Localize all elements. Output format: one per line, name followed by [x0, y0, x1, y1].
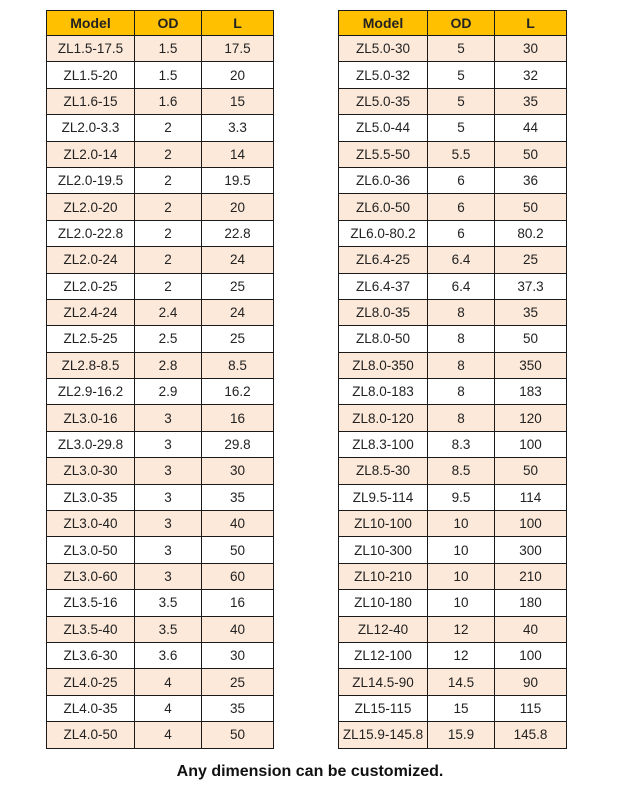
cell-od: 6	[428, 167, 495, 193]
cell-model: ZL3.0-60	[47, 563, 135, 589]
cell-od: 9.5	[428, 484, 495, 510]
cell-model: ZL8.0-350	[339, 352, 428, 378]
cell-l: 50	[495, 458, 567, 484]
cell-l: 19.5	[202, 167, 274, 193]
table-row	[47, 299, 274, 325]
table-row	[47, 405, 274, 431]
cell-model: ZL3.0-30	[47, 458, 135, 484]
cell-l: 3.3	[202, 115, 274, 141]
cell-od: 2	[135, 220, 202, 246]
cell-model: ZL10-100	[339, 511, 428, 537]
cell-od: 3	[135, 484, 202, 510]
cell-od: 10	[428, 537, 495, 563]
cell-model: ZL1.5-17.5	[47, 36, 135, 62]
cell-l: 44	[495, 115, 567, 141]
table-row	[339, 247, 567, 273]
table-row	[47, 431, 274, 457]
cell-od: 12	[428, 642, 495, 668]
cell-od: 2	[135, 115, 202, 141]
cell-model: ZL6.0-80.2	[339, 220, 428, 246]
cell-model: ZL3.5-16	[47, 590, 135, 616]
cell-l: 24	[202, 299, 274, 325]
cell-model: ZL4.0-35	[47, 695, 135, 721]
cell-model: ZL2.8-8.5	[47, 352, 135, 378]
table-row	[47, 379, 274, 405]
cell-od: 3	[135, 537, 202, 563]
cell-l: 50	[495, 194, 567, 220]
cell-od: 3	[135, 511, 202, 537]
table-row	[339, 62, 567, 88]
table-row	[339, 405, 567, 431]
cell-model: ZL1.6-15	[47, 88, 135, 114]
cell-l: 183	[495, 379, 567, 405]
cell-model: ZL6.4-25	[339, 247, 428, 273]
cell-od: 2.5	[135, 326, 202, 352]
cell-l: 40	[202, 616, 274, 642]
column-header-model: Model	[339, 11, 428, 36]
cell-model: ZL10-180	[339, 590, 428, 616]
cell-od: 12	[428, 616, 495, 642]
cell-l: 15	[202, 88, 274, 114]
cell-l: 90	[495, 669, 567, 695]
cell-l: 14	[202, 141, 274, 167]
customization-note: Any dimension can be customized.	[176, 763, 444, 780]
cell-od: 10	[428, 511, 495, 537]
table-row	[339, 590, 567, 616]
table-row	[47, 695, 274, 721]
cell-model: ZL3.5-40	[47, 616, 135, 642]
table-row	[47, 616, 274, 642]
cell-l: 50	[495, 326, 567, 352]
cell-od: 8	[428, 352, 495, 378]
cell-model: ZL10-300	[339, 537, 428, 563]
table-row	[339, 537, 567, 563]
cell-od: 5	[428, 115, 495, 141]
cell-od: 8	[428, 299, 495, 325]
cell-model: ZL2.0-3.3	[47, 115, 135, 141]
cell-od: 8	[428, 326, 495, 352]
table-row	[47, 36, 274, 62]
cell-od: 2.8	[135, 352, 202, 378]
cell-model: ZL5.0-32	[339, 62, 428, 88]
table-row	[339, 36, 567, 62]
cell-model: ZL3.0-50	[47, 537, 135, 563]
table-row	[339, 141, 567, 167]
cell-l: 24	[202, 247, 274, 273]
table-row	[47, 62, 274, 88]
cell-model: ZL12-100	[339, 642, 428, 668]
column-header-od: OD	[428, 11, 495, 36]
cell-model: ZL5.0-30	[339, 36, 428, 62]
cell-od: 2	[135, 194, 202, 220]
table-row	[47, 194, 274, 220]
table-row	[339, 669, 567, 695]
cell-od: 10	[428, 590, 495, 616]
cell-l: 29.8	[202, 431, 274, 457]
cell-model: ZL3.0-16	[47, 405, 135, 431]
cell-model: ZL5.5-50	[339, 141, 428, 167]
cell-model: ZL8.0-120	[339, 405, 428, 431]
cell-od: 3	[135, 405, 202, 431]
table-row	[339, 273, 567, 299]
cell-od: 2	[135, 167, 202, 193]
cell-l: 300	[495, 537, 567, 563]
cell-od: 3.6	[135, 642, 202, 668]
table-row	[339, 88, 567, 114]
cell-l: 115	[495, 695, 567, 721]
table-row	[339, 563, 567, 589]
cell-l: 32	[495, 62, 567, 88]
cell-od: 3	[135, 431, 202, 457]
cell-l: 180	[495, 590, 567, 616]
cell-l: 50	[495, 141, 567, 167]
cell-model: ZL2.0-25	[47, 273, 135, 299]
cell-model: ZL9.5-114	[339, 484, 428, 510]
table-row	[47, 88, 274, 114]
cell-l: 16	[202, 590, 274, 616]
spec-table-right	[338, 10, 567, 749]
cell-od: 5	[428, 36, 495, 62]
table-row	[47, 220, 274, 246]
cell-od: 15	[428, 695, 495, 721]
table-row	[339, 695, 567, 721]
cell-model: ZL2.0-22.8	[47, 220, 135, 246]
table-row	[339, 511, 567, 537]
cell-l: 80.2	[495, 220, 567, 246]
table-row	[339, 194, 567, 220]
cell-od: 3	[135, 563, 202, 589]
cell-od: 2.4	[135, 299, 202, 325]
cell-l: 50	[202, 537, 274, 563]
table-row	[47, 115, 274, 141]
table-row	[339, 458, 567, 484]
cell-l: 36	[495, 167, 567, 193]
cell-model: ZL3.6-30	[47, 642, 135, 668]
cell-model: ZL2.4-24	[47, 299, 135, 325]
cell-model: ZL1.5-20	[47, 62, 135, 88]
table-row	[47, 669, 274, 695]
cell-l: 16	[202, 405, 274, 431]
cell-model: ZL2.5-25	[47, 326, 135, 352]
cell-od: 3	[135, 458, 202, 484]
cell-model: ZL2.9-16.2	[47, 379, 135, 405]
table-row	[47, 141, 274, 167]
cell-od: 15.9	[428, 722, 495, 748]
table-row	[47, 484, 274, 510]
cell-model: ZL3.0-40	[47, 511, 135, 537]
table-row	[47, 247, 274, 273]
cell-od: 1.5	[135, 36, 202, 62]
cell-l: 35	[202, 484, 274, 510]
cell-model: ZL2.0-14	[47, 141, 135, 167]
cell-l: 100	[495, 431, 567, 457]
cell-model: ZL3.0-29.8	[47, 431, 135, 457]
cell-model: ZL4.0-50	[47, 722, 135, 748]
cell-model: ZL4.0-25	[47, 669, 135, 695]
cell-od: 14.5	[428, 669, 495, 695]
cell-model: ZL8.3-100	[339, 431, 428, 457]
cell-l: 145.8	[495, 722, 567, 748]
cell-od: 2	[135, 247, 202, 273]
table-row	[339, 379, 567, 405]
cell-od: 8.3	[428, 431, 495, 457]
cell-od: 2.9	[135, 379, 202, 405]
cell-od: 8	[428, 379, 495, 405]
table-row	[47, 273, 274, 299]
cell-model: ZL5.0-35	[339, 88, 428, 114]
cell-l: 40	[202, 511, 274, 537]
table-row	[47, 352, 274, 378]
cell-l: 60	[202, 563, 274, 589]
table-row	[47, 590, 274, 616]
table-row	[339, 722, 567, 748]
cell-model: ZL3.0-35	[47, 484, 135, 510]
cell-model: ZL8.0-183	[339, 379, 428, 405]
cell-model: ZL8.0-35	[339, 299, 428, 325]
cell-l: 350	[495, 352, 567, 378]
cell-l: 35	[495, 88, 567, 114]
cell-l: 30	[202, 642, 274, 668]
spec-table-left	[46, 10, 274, 749]
cell-od: 2	[135, 273, 202, 299]
cell-model: ZL6.0-36	[339, 167, 428, 193]
cell-od: 10	[428, 563, 495, 589]
cell-l: 25	[495, 247, 567, 273]
cell-od: 5.5	[428, 141, 495, 167]
cell-model: ZL6.0-50	[339, 194, 428, 220]
cell-od: 3.5	[135, 590, 202, 616]
cell-model: ZL15.9-145.8	[339, 722, 428, 748]
header-row	[339, 11, 567, 36]
table-row	[339, 115, 567, 141]
cell-l: 210	[495, 563, 567, 589]
cell-l: 20	[202, 194, 274, 220]
column-header-od: OD	[135, 11, 202, 36]
header-row	[47, 11, 274, 36]
cell-od: 8.5	[428, 458, 495, 484]
table-row	[47, 458, 274, 484]
cell-l: 100	[495, 511, 567, 537]
cell-l: 114	[495, 484, 567, 510]
cell-l: 50	[202, 722, 274, 748]
cell-model: ZL6.4-37	[339, 273, 428, 299]
table-row	[47, 167, 274, 193]
cell-model: ZL2.0-24	[47, 247, 135, 273]
table-row	[47, 326, 274, 352]
cell-model: ZL8.0-50	[339, 326, 428, 352]
cell-l: 40	[495, 616, 567, 642]
cell-l: 25	[202, 273, 274, 299]
cell-l: 37.3	[495, 273, 567, 299]
cell-od: 2	[135, 141, 202, 167]
cell-od: 4	[135, 722, 202, 748]
cell-l: 22.8	[202, 220, 274, 246]
cell-model: ZL2.0-19.5	[47, 167, 135, 193]
cell-model: ZL10-210	[339, 563, 428, 589]
cell-l: 25	[202, 669, 274, 695]
cell-l: 25	[202, 326, 274, 352]
table-row	[339, 299, 567, 325]
cell-l: 100	[495, 642, 567, 668]
table-row	[339, 220, 567, 246]
table-row	[339, 431, 567, 457]
column-header-l: L	[202, 11, 274, 36]
cell-od: 6.4	[428, 247, 495, 273]
cell-od: 4	[135, 695, 202, 721]
table-row	[339, 167, 567, 193]
cell-l: 30	[202, 458, 274, 484]
cell-l: 35	[202, 695, 274, 721]
cell-model: ZL12-40	[339, 616, 428, 642]
cell-od: 6	[428, 194, 495, 220]
cell-od: 8	[428, 405, 495, 431]
cell-model: ZL2.0-20	[47, 194, 135, 220]
cell-od: 5	[428, 88, 495, 114]
cell-od: 5	[428, 62, 495, 88]
column-header-l: L	[495, 11, 567, 36]
table-row	[339, 484, 567, 510]
cell-l: 35	[495, 299, 567, 325]
cell-model: ZL5.0-44	[339, 115, 428, 141]
table-row	[339, 326, 567, 352]
cell-od: 3.5	[135, 616, 202, 642]
table-row	[47, 511, 274, 537]
cell-l: 120	[495, 405, 567, 431]
table-row	[47, 563, 274, 589]
table-row	[47, 722, 274, 748]
cell-od: 6.4	[428, 273, 495, 299]
table-row	[47, 537, 274, 563]
table-row	[339, 352, 567, 378]
cell-od: 1.5	[135, 62, 202, 88]
cell-l: 8.5	[202, 352, 274, 378]
table-row	[47, 642, 274, 668]
cell-od: 1.6	[135, 88, 202, 114]
cell-l: 30	[495, 36, 567, 62]
cell-od: 6	[428, 220, 495, 246]
cell-l: 20	[202, 62, 274, 88]
cell-od: 4	[135, 669, 202, 695]
cell-l: 17.5	[202, 36, 274, 62]
table-row	[339, 616, 567, 642]
cell-model: ZL14.5-90	[339, 669, 428, 695]
cell-model: ZL8.5-30	[339, 458, 428, 484]
cell-model: ZL15-115	[339, 695, 428, 721]
column-header-model: Model	[47, 11, 135, 36]
table-row	[339, 642, 567, 668]
cell-l: 16.2	[202, 379, 274, 405]
